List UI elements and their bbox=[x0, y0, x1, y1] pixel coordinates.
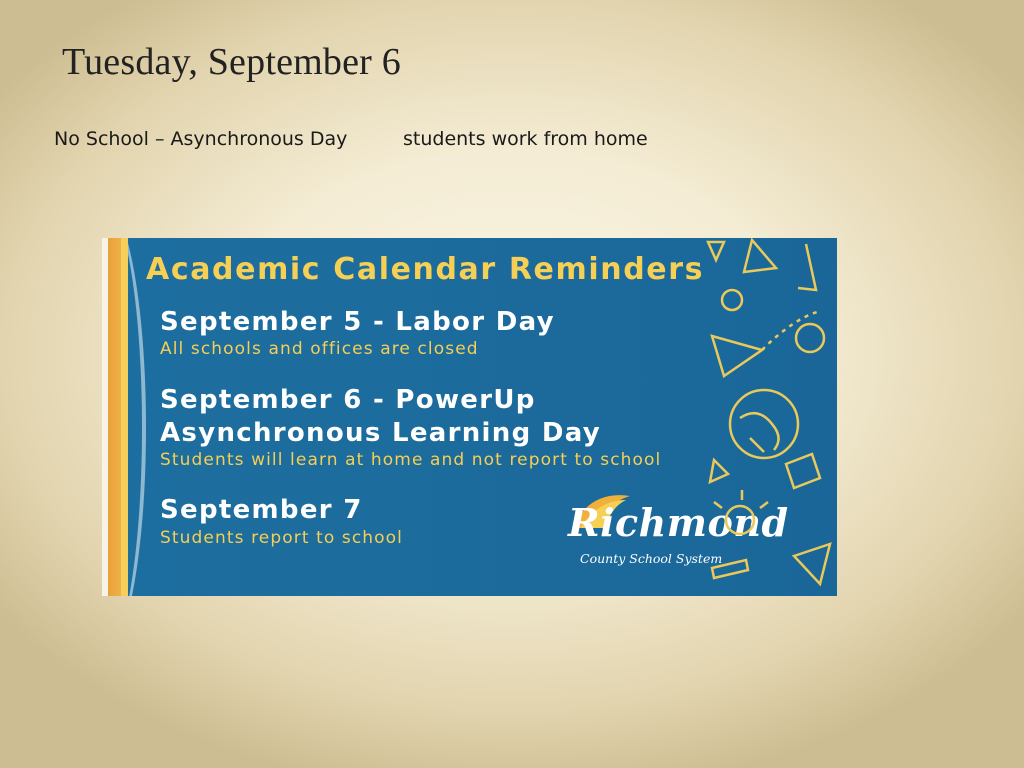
event-powerup-note: Students will learn at home and not report to school bbox=[160, 450, 662, 470]
event-powerup-title-line1: September 6 - PowerUp bbox=[160, 385, 536, 415]
pencil-doodle-icon bbox=[710, 460, 728, 482]
event-powerup-title-line2: Asynchronous Learning Day bbox=[160, 418, 602, 448]
lightbulb-doodle-icon bbox=[796, 324, 824, 352]
globe-doodle-icon bbox=[730, 390, 798, 458]
slide-title: Tuesday, September 6 bbox=[62, 41, 401, 83]
school-doodles-decoration bbox=[702, 238, 837, 596]
compass-doodle-icon bbox=[798, 244, 816, 290]
crayon-doodle-icon bbox=[712, 560, 748, 578]
event-sept7-note: Students report to school bbox=[160, 528, 403, 548]
triangle-doodle-icon bbox=[744, 240, 776, 272]
banner-stripe-orange bbox=[108, 238, 121, 596]
logo-name: Richmond bbox=[568, 500, 789, 545]
work-from-home-label: students work from home bbox=[403, 128, 648, 150]
event-labor-day-title: September 5 - Labor Day bbox=[160, 307, 555, 337]
banner-stripe-yellow bbox=[121, 238, 128, 596]
calendar-reminders-banner bbox=[102, 238, 837, 596]
clock-doodle-icon bbox=[722, 290, 742, 310]
eraser-doodle-icon bbox=[786, 454, 820, 488]
pizza-slice-doodle-icon bbox=[794, 544, 830, 584]
ruler-doodle-icon bbox=[708, 242, 724, 260]
event-labor-day-note: All schools and offices are closed bbox=[160, 339, 479, 359]
paper-plane-doodle-icon bbox=[712, 336, 762, 376]
no-school-label: No School – Asynchronous Day bbox=[54, 128, 348, 150]
banner-title: Academic Calendar Reminders bbox=[146, 252, 705, 287]
logo-tagline: County School System bbox=[580, 551, 723, 566]
event-sept7-title: September 7 bbox=[160, 495, 363, 525]
bulb-doodle-icon bbox=[726, 506, 754, 534]
